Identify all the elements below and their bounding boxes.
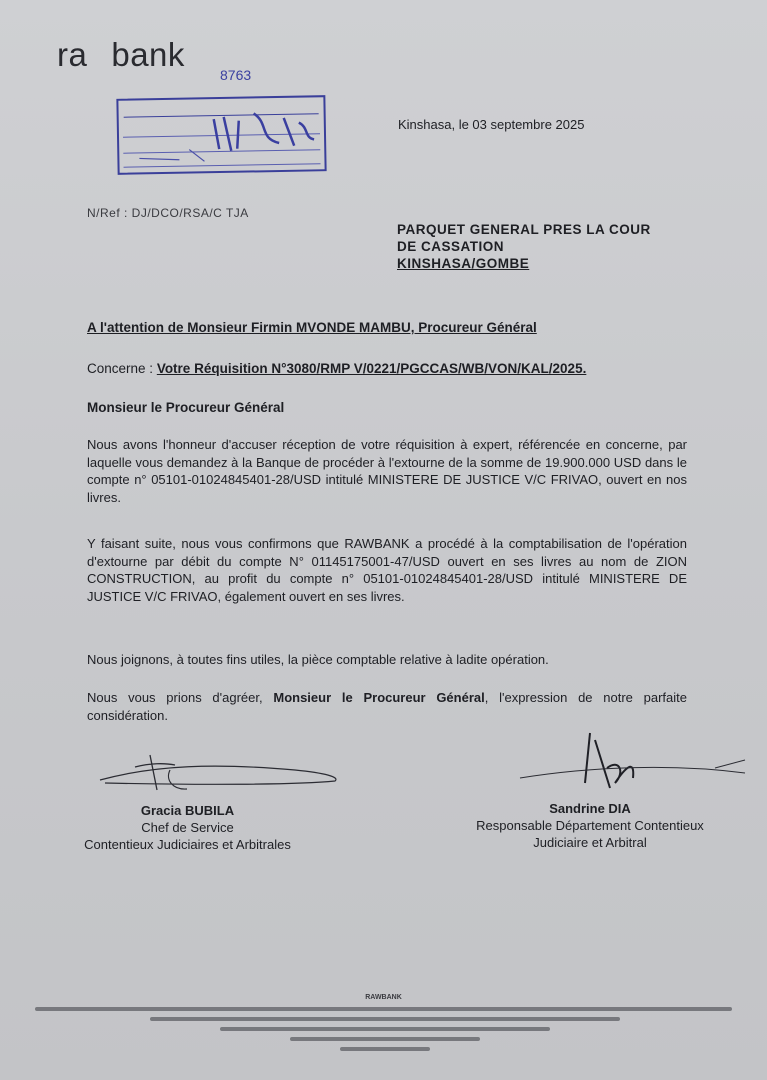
recipient-line-2: DE CASSATION xyxy=(397,239,505,254)
closing-text-before: Nous vous prions d'agréer, xyxy=(87,690,274,705)
recipient-line-1: PARQUET GENERAL PRES LA COUR xyxy=(397,222,651,237)
salutation: Monsieur le Procureur Général xyxy=(87,400,285,415)
right-signatory-title-1: Responsable Département Contentieux xyxy=(476,818,704,833)
stamp-scribble-icon xyxy=(118,97,324,173)
paragraph-4 xyxy=(87,689,687,724)
right-signature-icon xyxy=(515,728,755,798)
stamp-code: 8763 xyxy=(220,67,252,83)
right-signature-block xyxy=(440,800,740,851)
concerne-label: Concerne : xyxy=(87,361,154,376)
closing-text-after: , l'expression de notre parfaite considération. xyxy=(87,690,687,723)
concerne-line xyxy=(87,361,586,376)
place-date: Kinshasa, le 03 septembre 2025 xyxy=(398,117,585,132)
paragraph-2: Y faisant suite, nous vous confirmons que RAWBANK a procédé à la comptabilisation de l'opération d'extourne par débit du compte N° 01145175001-47/USD ouvert en ses livres au nom de ZION CONSTRUCTION, au profit du compte n° 05101-01024845401-28/USD intitulé MINISTERE DE JUSTICE V/C FRIVAO, également ouvert en ses livres. xyxy=(87,536,687,604)
left-signatory-title-1: Chef de Service xyxy=(141,820,234,835)
rawbank-logo xyxy=(57,36,185,74)
paragraph-1: Nous avons l'honneur d'accuser réception de votre réquisition à expert, référencée en concerne, par laquelle vous demandez à la Banque de procéder à l'extourne de la somme de 19.900.000 USD dans le compte n° 05101-01024845401-28/USD intitulé MINISTERE DE JUSTICE V/C FRIVAO, ouvert en nos livres. xyxy=(87,437,687,505)
reference-number: N/Ref : DJ/DCO/RSA/C TJA xyxy=(87,206,249,220)
paragraph-3: Nous joignons, à toutes fins utiles, la pièce comptable relative à ladite opération. xyxy=(87,652,549,667)
concerne-value: Votre Réquisition N°3080/RMP V/0221/PGCCAS/WB/VON/KAL/2025. xyxy=(156,361,587,376)
attention-line: A l'attention de Monsieur Firmin MVONDE MAMBU, Procureur Général xyxy=(87,320,537,335)
right-signatory-title-2: Judiciaire et Arbitral xyxy=(533,835,647,850)
left-signature-icon xyxy=(95,745,345,805)
recipient-line-3: KINSHASA/GOMBE xyxy=(397,256,530,271)
logo-left-text: ra xyxy=(57,36,88,73)
closing-text-bold: Monsieur le Procureur Général xyxy=(273,690,485,705)
left-signatory-title-2: Contentieux Judiciaires et Arbitrales xyxy=(84,837,291,852)
reception-stamp xyxy=(116,95,326,175)
right-signatory-name: Sandrine DIA xyxy=(549,801,631,816)
left-signatory-name: Gracia BUBILA xyxy=(140,803,235,818)
footer-brand: RAWBANK xyxy=(365,994,402,1001)
left-signature-block xyxy=(60,802,315,853)
footer-fine-print-icon xyxy=(30,1003,737,1065)
recipient-block xyxy=(397,221,651,272)
logo-right-text: bank xyxy=(111,36,185,73)
